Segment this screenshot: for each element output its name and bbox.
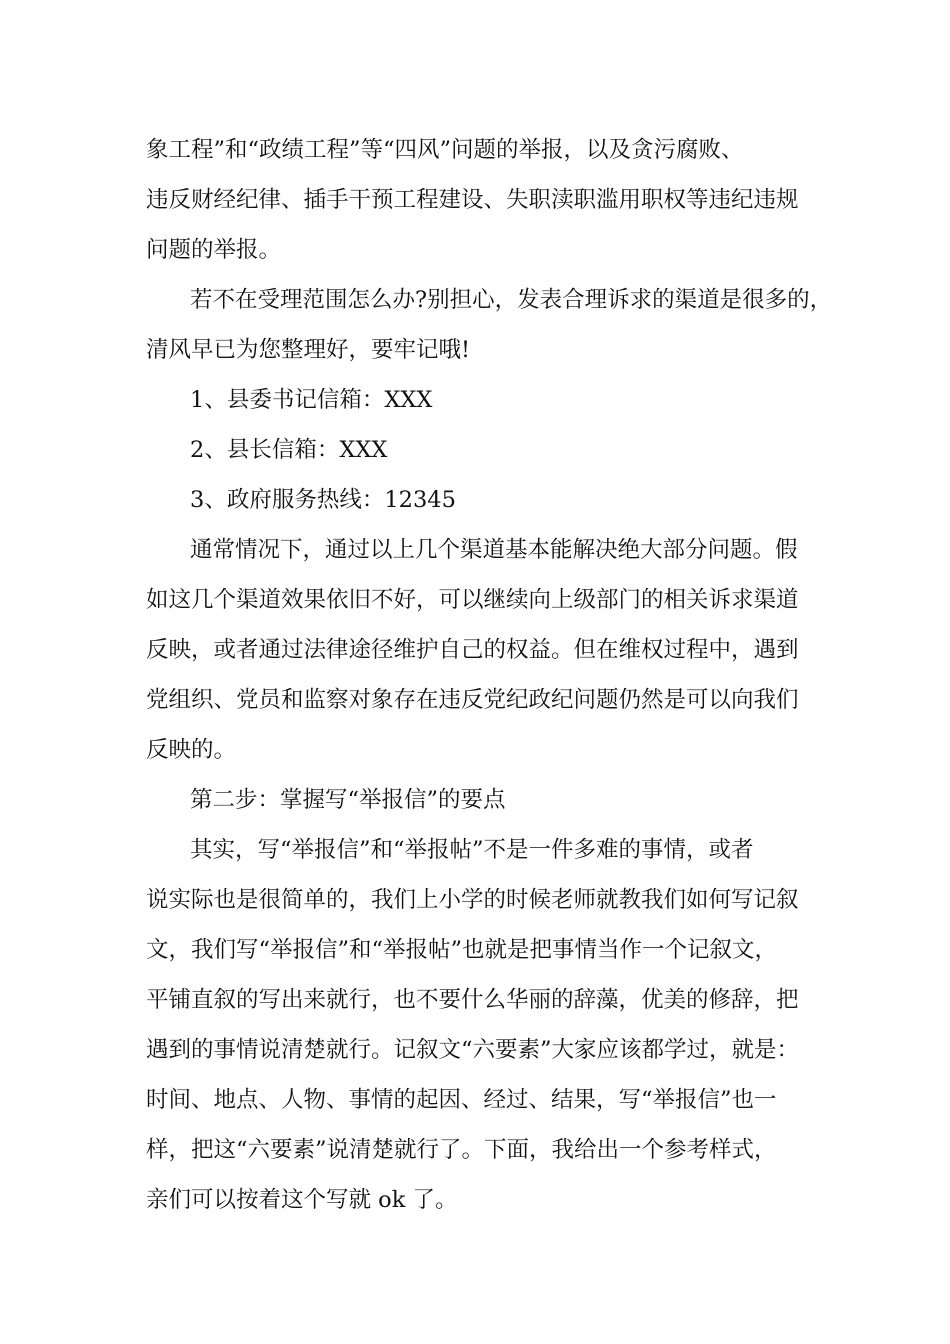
text-line: 亲们可以按着这个写就 ok 了。: [146, 1187, 458, 1213]
text-line: 如这几个渠道效果依旧不好，可以继续向上级部门的相关诉求渠道: [146, 587, 799, 613]
section-heading: 第二步：掌握写“举报信”的要点: [190, 787, 506, 813]
text-line: 清风早已为您整理好，要牢记哦!: [146, 337, 471, 363]
text-line: 样，把这“六要素”说清楚就行了。下面，我给出一个参考样式，: [146, 1137, 777, 1163]
text-line: 反映，或者通过法律途径维护自己的权益。但在维权过程中，遇到: [146, 637, 799, 663]
text-line: 文，我们写“举报信”和“举报帖”也就是把事情当作一个记叙文，: [146, 937, 778, 963]
text-line: 时间、地点、人物、事情的起因、经过、结果，写“举报信”也一: [146, 1087, 777, 1113]
text-line: 若不在受理范围怎么办?别担心，发表合理诉求的渠道是很多的，: [190, 287, 833, 313]
text-line: 说实际也是很简单的，我们上小学的时候老师就教我们如何写记叙: [146, 887, 799, 913]
text-line: 其实，写“举报信”和“举报帖”不是一件多难的事情，或者: [190, 837, 754, 863]
text-line: 象工程”和“政绩工程”等“四风”问题的举报，以及贪污腐败、: [146, 137, 744, 163]
list-item: 3、政府服务热线：12345: [190, 487, 456, 513]
text-line: 党组织、党员和监察对象存在违反党纪政纪问题仍然是可以向我们: [146, 687, 799, 713]
list-item: 2、县长信箱：XXX: [190, 437, 388, 463]
text-line: 通常情况下，通过以上几个渠道基本能解决绝大部分问题。假: [190, 537, 798, 563]
text-line: 违反财经纪律、插手干预工程建设、失职渎职滥用职权等违纪违规: [146, 187, 799, 213]
text-line: 反映的。: [146, 737, 237, 763]
text-line: 问题的举报。: [146, 237, 282, 263]
text-line: 平铺直叙的写出来就行，也不要什么华丽的辞藻，优美的修辞，把: [146, 987, 799, 1013]
list-item: 1、县委书记信箱：XXX: [190, 387, 433, 413]
text-line: 遇到的事情说清楚就行。记叙文“六要素”大家应该都学过，就是：: [146, 1037, 800, 1063]
